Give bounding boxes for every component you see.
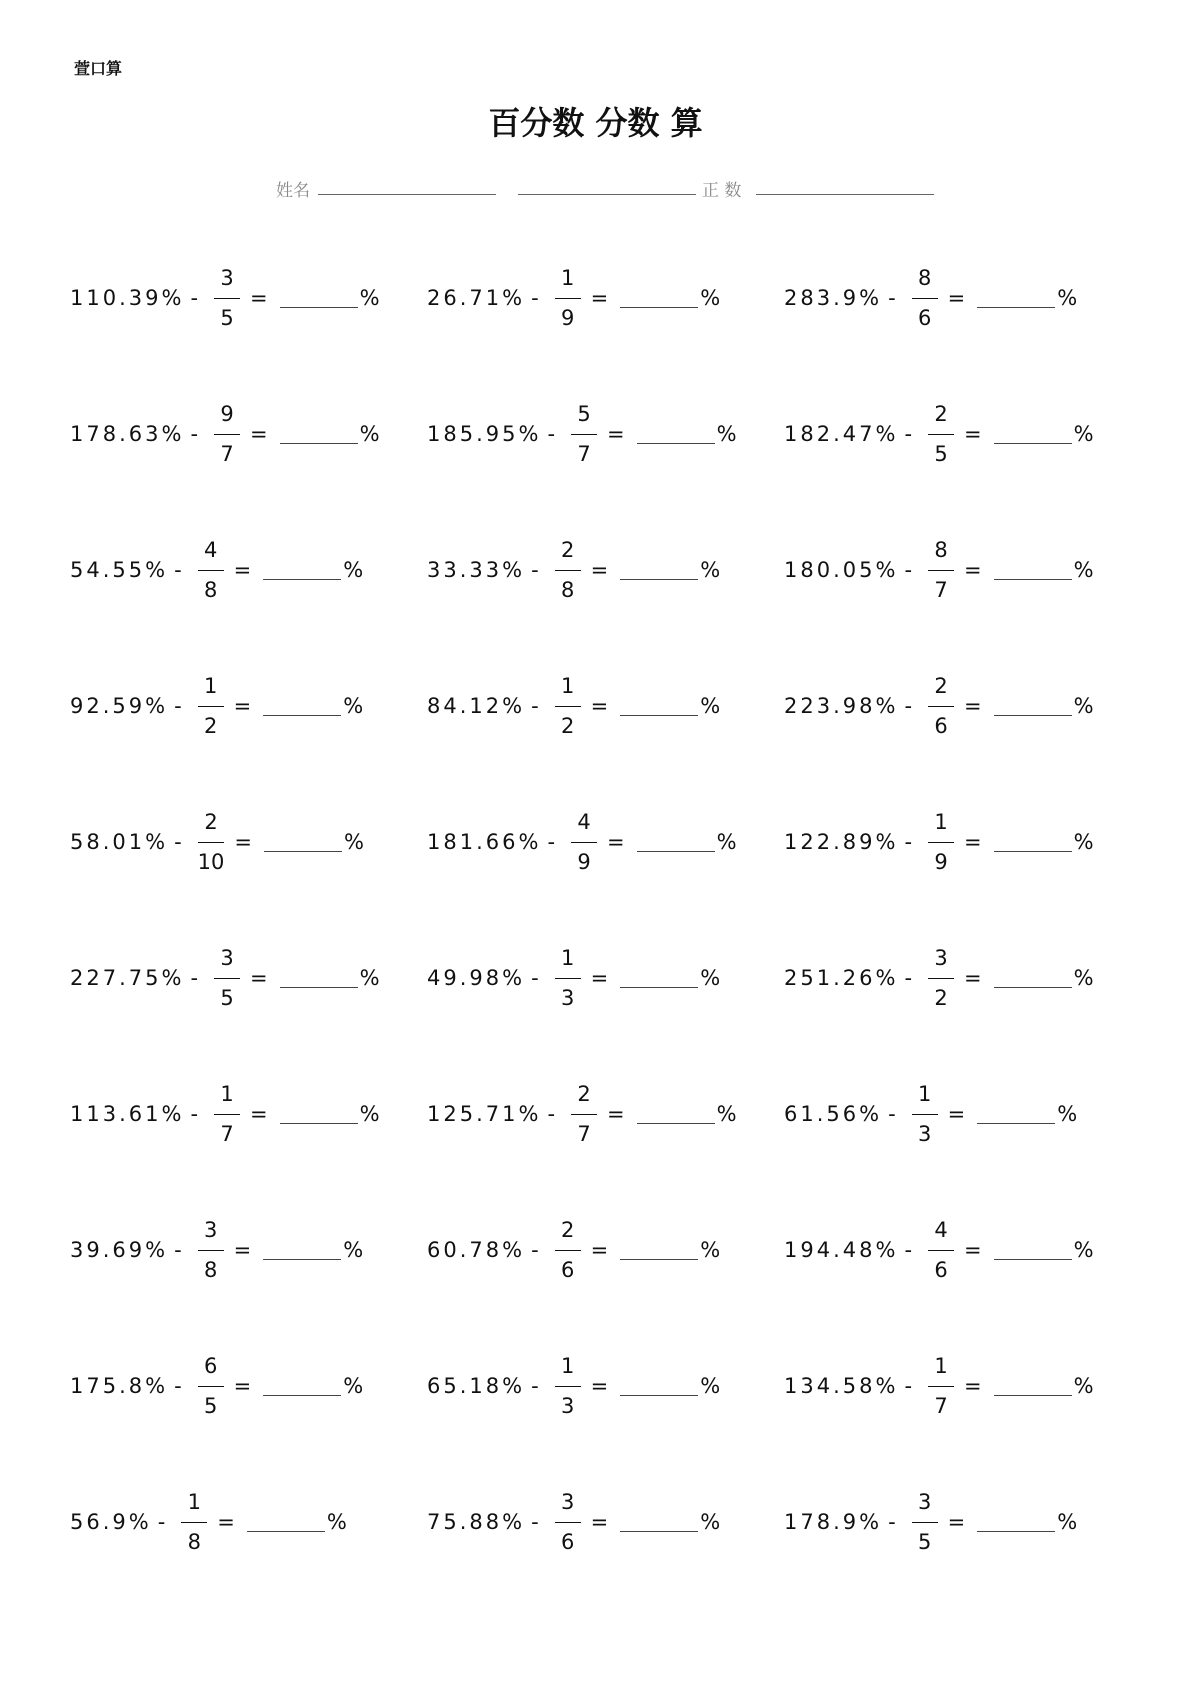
- fraction: [214, 1081, 240, 1146]
- fraction-numerator: 3: [203, 1217, 218, 1242]
- answer-blank[interactable]: [994, 1241, 1072, 1260]
- problem-item: [70, 1079, 380, 1149]
- percent-value: 65.18%: [427, 1374, 526, 1398]
- minus-sign: -: [547, 422, 556, 446]
- problem-item: [70, 1351, 363, 1421]
- equals-sign: =: [947, 286, 966, 310]
- fraction-denominator: 5: [220, 305, 234, 330]
- problem-item: [70, 399, 380, 469]
- minus-sign: -: [904, 558, 913, 582]
- problem-item: [784, 807, 1094, 877]
- fraction: [214, 401, 240, 466]
- equals-sign: =: [964, 694, 982, 718]
- percent-sign: %: [359, 966, 380, 990]
- percent-sign: %: [716, 830, 737, 854]
- problem-item: [427, 1215, 720, 1285]
- minus-sign: -: [190, 1102, 199, 1126]
- problem-item: [70, 1215, 363, 1285]
- problem-item: [70, 671, 363, 741]
- percent-value: 49.98%: [427, 966, 526, 990]
- problem-item: [427, 1079, 737, 1149]
- percent-sign: %: [343, 558, 364, 582]
- equals-sign: =: [964, 1238, 982, 1262]
- answer-blank[interactable]: [280, 969, 358, 988]
- fraction: [198, 673, 224, 738]
- fraction-numerator: 1: [560, 265, 575, 290]
- fraction-numerator: 1: [560, 1353, 575, 1378]
- minus-sign: -: [531, 966, 539, 990]
- minus-sign: -: [904, 1238, 913, 1262]
- percent-sign: %: [359, 286, 380, 310]
- fraction: [214, 945, 240, 1010]
- fraction-numerator: 3: [934, 945, 948, 970]
- percent-value: 251.26%: [784, 966, 899, 990]
- percent-value: 178.9%: [784, 1510, 883, 1534]
- problem-item: [427, 943, 720, 1013]
- equals-sign: =: [590, 1238, 609, 1262]
- fraction: [198, 1353, 224, 1418]
- fraction-numerator: 4: [203, 537, 218, 562]
- minus-sign: -: [531, 558, 539, 582]
- percent-value: 227.75%: [70, 966, 185, 990]
- fraction-numerator: 1: [220, 1081, 234, 1106]
- equals-sign: =: [590, 286, 609, 310]
- equals-sign: =: [607, 1102, 625, 1126]
- fraction: [198, 1217, 224, 1282]
- answer-blank[interactable]: [994, 425, 1072, 444]
- minus-sign: -: [174, 1238, 182, 1262]
- equals-sign: =: [590, 558, 609, 582]
- info-row: [0, 176, 1191, 200]
- minus-sign: -: [531, 1374, 539, 1398]
- percent-sign: %: [700, 1510, 721, 1534]
- answer-blank[interactable]: [264, 833, 342, 852]
- equals-sign: =: [590, 1510, 609, 1534]
- fraction: [928, 945, 954, 1010]
- percent-sign: %: [1073, 694, 1094, 718]
- fraction: [197, 809, 225, 874]
- problem-item: [427, 807, 737, 877]
- fraction: [571, 401, 597, 466]
- percent-value: 60.78%: [427, 1238, 526, 1262]
- page-title: 百分数 分数 算: [488, 104, 703, 142]
- problem-item: [427, 263, 720, 333]
- equals-sign: =: [590, 1374, 609, 1398]
- problem-item: [70, 535, 363, 605]
- minus-sign: -: [531, 694, 539, 718]
- equals-sign: =: [217, 1510, 235, 1534]
- answer-blank[interactable]: [637, 1105, 715, 1124]
- minus-sign: -: [157, 1510, 166, 1534]
- percent-sign: %: [1057, 286, 1078, 310]
- equals-sign: =: [233, 694, 252, 718]
- equals-sign: =: [233, 1238, 252, 1262]
- fraction-denominator: 2: [203, 713, 218, 738]
- problem-item: [784, 535, 1094, 605]
- percent-sign: %: [344, 830, 364, 854]
- problem-item: [70, 943, 380, 1013]
- percent-value: 134.58%: [784, 1374, 899, 1398]
- percent-sign: %: [1057, 1102, 1078, 1126]
- fraction-numerator: 3: [220, 265, 234, 290]
- answer-blank[interactable]: [280, 1105, 358, 1124]
- percent-sign: %: [326, 1510, 347, 1534]
- answer-blank[interactable]: [620, 697, 698, 716]
- fraction: [198, 537, 224, 602]
- brand-label: 萱口算: [74, 59, 123, 78]
- fraction-denominator: 6: [560, 1529, 575, 1554]
- percent-sign: %: [359, 422, 380, 446]
- minus-sign: -: [904, 422, 913, 446]
- problem-item: [70, 1487, 347, 1557]
- percent-sign: %: [1057, 1510, 1078, 1534]
- equals-sign: =: [607, 422, 625, 446]
- answer-blank[interactable]: [280, 425, 358, 444]
- percent-value: 110.39%: [70, 286, 185, 310]
- percent-sign: %: [1073, 558, 1094, 582]
- fraction: [928, 1217, 954, 1282]
- fraction-denominator: 8: [187, 1529, 201, 1554]
- percent-value: 182.47%: [784, 422, 899, 446]
- percent-value: 54.55%: [70, 558, 169, 582]
- percent-value: 92.59%: [70, 694, 169, 718]
- answer-blank[interactable]: [637, 425, 715, 444]
- percent-sign: %: [700, 1238, 721, 1262]
- minus-sign: -: [888, 1102, 896, 1126]
- fraction-denominator: 3: [560, 985, 575, 1010]
- fraction-denominator: 9: [577, 849, 591, 874]
- problem-item: [427, 399, 737, 469]
- name-field[interactable]: [318, 194, 496, 195]
- fraction: [555, 1489, 581, 1554]
- percent-sign: %: [1073, 830, 1094, 854]
- answer-blank[interactable]: [994, 969, 1072, 988]
- fraction-denominator: 8: [203, 1257, 218, 1282]
- fraction: [555, 265, 581, 330]
- fraction-denominator: 7: [220, 441, 234, 466]
- minus-sign: -: [547, 1102, 556, 1126]
- minus-sign: -: [190, 286, 199, 310]
- fraction-numerator: 1: [560, 673, 575, 698]
- answer-blank[interactable]: [620, 561, 698, 580]
- fraction: [928, 401, 954, 466]
- answer-blank[interactable]: [280, 289, 358, 308]
- fraction-denominator: 5: [934, 441, 948, 466]
- problem-item: [784, 1487, 1077, 1557]
- percent-sign: %: [1073, 1238, 1094, 1262]
- equals-sign: =: [234, 830, 252, 854]
- fraction-numerator: 8: [934, 537, 948, 562]
- minus-sign: -: [904, 966, 913, 990]
- name-label: 姓名: [276, 181, 310, 201]
- fraction-numerator: 1: [934, 1353, 948, 1378]
- minus-sign: -: [174, 694, 182, 718]
- percent-value: 175.8%: [70, 1374, 169, 1398]
- equals-sign: =: [964, 830, 982, 854]
- fraction-denominator: 9: [560, 305, 575, 330]
- fraction-numerator: 1: [934, 809, 948, 834]
- percent-value: 56.9%: [70, 1510, 152, 1534]
- fraction: [928, 537, 954, 602]
- equals-sign: =: [607, 830, 625, 854]
- minus-sign: -: [904, 1374, 913, 1398]
- equals-sign: =: [250, 286, 268, 310]
- problem-item: [784, 263, 1077, 333]
- answer-blank[interactable]: [977, 289, 1055, 308]
- minus-sign: -: [174, 558, 182, 582]
- fraction-denominator: 7: [577, 1121, 591, 1146]
- percent-value: 185.95%: [427, 422, 542, 446]
- answer-blank[interactable]: [263, 561, 341, 580]
- fraction: [214, 265, 240, 330]
- fraction: [555, 945, 581, 1010]
- percent-value: 58.01%: [70, 830, 169, 854]
- percent-sign: %: [359, 1102, 380, 1126]
- equals-sign: =: [590, 694, 609, 718]
- percent-value: 75.88%: [427, 1510, 526, 1534]
- percent-value: 178.63%: [70, 422, 185, 446]
- problem-item: [784, 1079, 1077, 1149]
- answer-blank[interactable]: [994, 561, 1072, 580]
- fraction: [928, 673, 954, 738]
- fraction-numerator: 2: [577, 1081, 591, 1106]
- equals-sign: =: [590, 966, 609, 990]
- fraction-denominator: 8: [560, 577, 575, 602]
- fraction-numerator: 6: [203, 1353, 218, 1378]
- answer-blank[interactable]: [620, 1241, 698, 1260]
- fraction-numerator: 3: [917, 1489, 932, 1514]
- fraction: [912, 1489, 938, 1554]
- equals-sign: =: [964, 966, 982, 990]
- answer-blank[interactable]: [263, 1377, 341, 1396]
- fraction-denominator: 10: [197, 849, 225, 874]
- answer-blank[interactable]: [977, 1513, 1055, 1532]
- percent-value: 122.89%: [784, 830, 899, 854]
- percent-value: 84.12%: [427, 694, 526, 718]
- fraction-numerator: 5: [577, 401, 591, 426]
- percent-value: 283.9%: [784, 286, 883, 310]
- answer-blank[interactable]: [994, 833, 1072, 852]
- percent-value: 180.05%: [784, 558, 899, 582]
- fraction-denominator: 2: [934, 985, 948, 1010]
- fraction-numerator: 1: [917, 1081, 932, 1106]
- problem-item: [784, 399, 1094, 469]
- answer-blank[interactable]: [620, 1513, 698, 1532]
- answer-blank[interactable]: [994, 697, 1072, 716]
- fraction: [555, 537, 581, 602]
- percent-sign: %: [716, 1102, 737, 1126]
- equals-sign: =: [233, 558, 252, 582]
- percent-sign: %: [716, 422, 737, 446]
- answer-blank[interactable]: [977, 1105, 1055, 1124]
- minus-sign: -: [531, 1238, 539, 1262]
- fraction-numerator: 2: [204, 809, 218, 834]
- percent-value: 26.71%: [427, 286, 526, 310]
- fraction: [571, 809, 597, 874]
- percent-value: 39.69%: [70, 1238, 169, 1262]
- fraction-numerator: 2: [934, 673, 948, 698]
- fraction-denominator: 3: [560, 1393, 575, 1418]
- percent-value: 61.56%: [784, 1102, 883, 1126]
- fraction-denominator: 6: [934, 713, 948, 738]
- fraction-numerator: 4: [934, 1217, 948, 1242]
- score-field[interactable]: [756, 194, 934, 195]
- percent-sign: %: [700, 1374, 721, 1398]
- answer-blank[interactable]: [263, 1241, 341, 1260]
- equals-sign: =: [233, 1374, 252, 1398]
- fraction-numerator: 2: [560, 537, 575, 562]
- percent-sign: %: [1073, 422, 1094, 446]
- answer-blank[interactable]: [620, 969, 698, 988]
- fraction-denominator: 7: [577, 441, 591, 466]
- fraction-denominator: 8: [203, 577, 218, 602]
- equals-sign: =: [947, 1102, 966, 1126]
- fraction-numerator: 3: [220, 945, 234, 970]
- percent-sign: %: [700, 694, 721, 718]
- fraction-denominator: 5: [203, 1393, 218, 1418]
- problem-item: [427, 1487, 720, 1557]
- problem-item: [784, 1215, 1094, 1285]
- fraction-denominator: 5: [917, 1529, 932, 1554]
- equals-sign: =: [964, 558, 982, 582]
- fraction-denominator: 6: [917, 305, 932, 330]
- percent-value: 125.71%: [427, 1102, 542, 1126]
- fraction-denominator: 6: [560, 1257, 575, 1282]
- score-label: 正 数: [702, 181, 742, 201]
- problem-item: [784, 671, 1094, 741]
- fraction-denominator: 5: [220, 985, 234, 1010]
- equals-sign: =: [250, 422, 268, 446]
- minus-sign: -: [904, 830, 913, 854]
- fraction-numerator: 8: [917, 265, 932, 290]
- percent-value: 33.33%: [427, 558, 526, 582]
- fraction-numerator: 1: [187, 1489, 201, 1514]
- percent-sign: %: [700, 966, 721, 990]
- fraction: [555, 673, 581, 738]
- percent-value: 113.61%: [70, 1102, 185, 1126]
- minus-sign: -: [531, 1510, 539, 1534]
- fraction-denominator: 6: [934, 1257, 948, 1282]
- percent-sign: %: [700, 558, 721, 582]
- fraction-numerator: 1: [560, 945, 575, 970]
- problem-item: [427, 671, 720, 741]
- fraction-numerator: 1: [203, 673, 218, 698]
- fraction: [555, 1353, 581, 1418]
- percent-sign: %: [1073, 966, 1094, 990]
- fraction-denominator: 7: [934, 1393, 948, 1418]
- minus-sign: -: [174, 830, 182, 854]
- fraction: [928, 809, 954, 874]
- minus-sign: -: [531, 286, 539, 310]
- fraction-denominator: 7: [220, 1121, 234, 1146]
- fraction: [912, 265, 938, 330]
- fraction-denominator: 3: [917, 1121, 932, 1146]
- percent-sign: %: [343, 1374, 364, 1398]
- answer-blank[interactable]: [263, 697, 341, 716]
- problem-item: [427, 1351, 720, 1421]
- percent-sign: %: [343, 1238, 364, 1262]
- answer-blank[interactable]: [247, 1513, 325, 1532]
- problem-item: [70, 263, 380, 333]
- percent-value: 194.48%: [784, 1238, 899, 1262]
- fraction: [181, 1489, 207, 1554]
- minus-sign: -: [547, 830, 556, 854]
- answer-blank[interactable]: [620, 1377, 698, 1396]
- fraction: [912, 1081, 938, 1146]
- fraction-numerator: 3: [560, 1489, 575, 1514]
- minus-sign: -: [174, 1374, 182, 1398]
- minus-sign: -: [888, 286, 896, 310]
- problem-item: [70, 807, 364, 877]
- problem-item: [784, 1351, 1094, 1421]
- percent-sign: %: [343, 694, 364, 718]
- minus-sign: -: [190, 422, 199, 446]
- fraction-numerator: 9: [220, 401, 234, 426]
- fraction-denominator: 2: [560, 713, 575, 738]
- answer-blank[interactable]: [620, 289, 698, 308]
- equals-sign: =: [947, 1510, 966, 1534]
- equals-sign: =: [250, 966, 268, 990]
- fraction-numerator: 2: [560, 1217, 575, 1242]
- fraction-numerator: 2: [934, 401, 948, 426]
- problem-item: [427, 535, 720, 605]
- fraction: [571, 1081, 597, 1146]
- class-field[interactable]: [518, 194, 696, 195]
- fraction-numerator: 4: [577, 809, 591, 834]
- minus-sign: -: [190, 966, 199, 990]
- equals-sign: =: [964, 1374, 982, 1398]
- fraction-denominator: 9: [934, 849, 948, 874]
- percent-value: 223.98%: [784, 694, 899, 718]
- fraction: [928, 1353, 954, 1418]
- minus-sign: -: [888, 1510, 896, 1534]
- percent-sign: %: [1073, 1374, 1094, 1398]
- minus-sign: -: [904, 694, 913, 718]
- problem-item: [784, 943, 1094, 1013]
- percent-value: 181.66%: [427, 830, 542, 854]
- equals-sign: =: [250, 1102, 268, 1126]
- answer-blank[interactable]: [637, 833, 715, 852]
- answer-blank[interactable]: [994, 1377, 1072, 1396]
- fraction: [555, 1217, 581, 1282]
- equals-sign: =: [964, 422, 982, 446]
- percent-sign: %: [700, 286, 721, 310]
- fraction-denominator: 7: [934, 577, 948, 602]
